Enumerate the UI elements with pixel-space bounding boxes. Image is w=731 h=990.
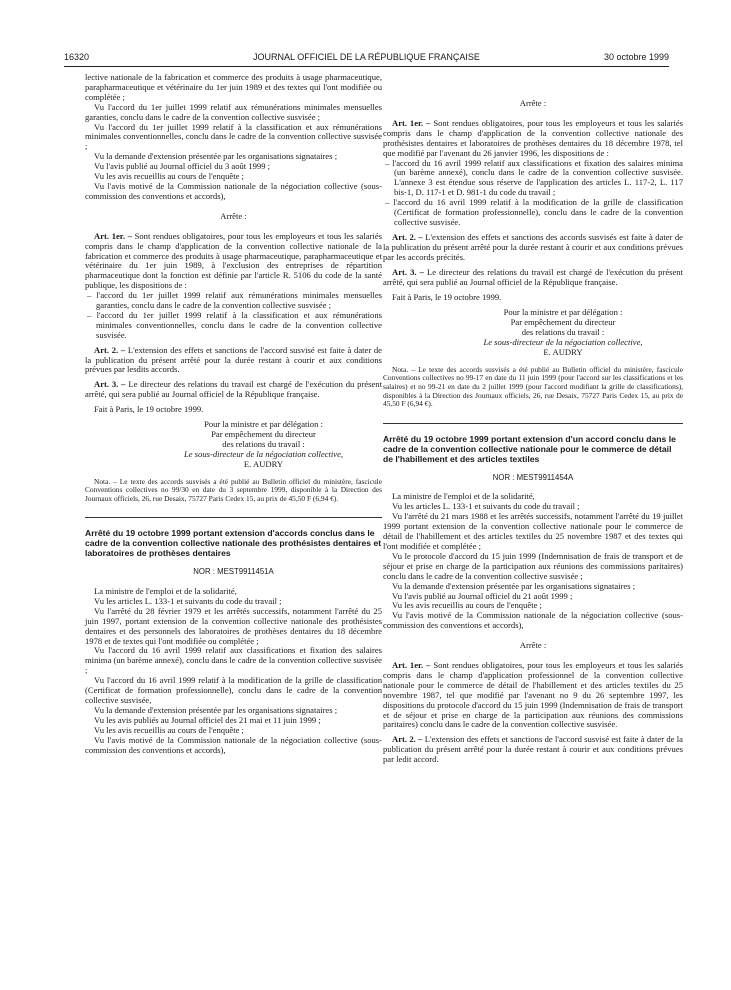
paragraph: Vu l'avis motivé de la Commission nationale de la négociation collective (sous-commission des conventions et accords), [85, 734, 382, 755]
list-item: – l'accord du 16 avril 1999 relatif aux classifications et fixation des salaires minima (un barème annexé), conclu dans le cadre de la convention collective susvisée. L'annexe 3 est étendue sous réserve de l'application des articles L. 117-2, L. 117 bis-1, D. 117-1 et D. 981-1 du code du travail ; [385, 157, 683, 198]
nor-reference: NOR : MEST9911454A [492, 472, 574, 482]
left-column [85, 73, 382, 755]
article-1: Art. 1er. – Sont rendues obligatoires, pour tous les employeurs et tous les salariés compris dans le champ d'application professionnel de la convention collective nationale pour le commerce de détail de l'habillement et des articles textiles du 25 novembre 1987, tel que modifié par l'avenant no 9 du 26 septembre 1997, les dispositions du protocole d'accord du 15 juin 1999 (Indemnisation de frais de transport et de séjour et prise en charge de la participation aux réunions des commissions paritaires) conclu dans le cadre de la convention collective susvisée. [383, 660, 683, 730]
signature-place-date: Fait à Paris, le 19 octobre 1999. [94, 404, 204, 415]
arrete-heading: Arrête : [519, 98, 547, 108]
article-2: Art. 2. – L'extension des effets et sanctions de l'accord susvisé est faite à dater de la publication du présent arrêté pour la durée restant à courir et aux conditions prévues par ledit accord. [383, 734, 684, 765]
paragraph: Vu la demande d'extension présentée par les organisations signataires ; [94, 151, 338, 162]
paragraph: Vu les avis recueillis au cours de l'enquête ; [94, 724, 244, 735]
list-item: – l'accord du 1er juillet 1999 relatif à la classification et aux rémunérations minimales conventionnelles, conclu dans le cadre de la convention collective susvisée. [87, 309, 382, 340]
nota: Nota. – Le texte des accords susvisés a été publié au Bulletin officiel du ministère, fascicule Conventions collectives no 99/30 en date du 3 septembre 1999, disponible à la Direction des Journaux officiels, 26, rue Desaix, 75727 Paris Cedex 15, au prix de 45,50 F (6,94 €). [85, 476, 382, 503]
list-item: – l'accord du 1er juillet 1999 relatif aux rémunérations minimales mensuelles garanties, conclu dans le cadre de la convention collective susvisée ; [87, 290, 382, 311]
paragraph: La ministre de l'emploi et de la solidarité, [94, 586, 237, 597]
article-label: Art. 2. – [392, 231, 423, 242]
paragraph: Vu les articles L. 133-1 et suivants du code du travail ; [392, 501, 580, 512]
signature-line: Pour la ministre et par délégation : [503, 307, 623, 318]
article-3: Art. 3. – Le directeur des relations du travail est chargé de l'exécution du présent arrêté, qui sera publié au Journal officiel de la République française. [383, 266, 683, 287]
paragraph: Vu les avis recueillis au cours de l'enquête ; [392, 600, 542, 611]
signature-line: des relations du travail : [222, 438, 305, 449]
paragraph: Vu l'accord du 16 avril 1999 relatif à la modification de la grille de classification (Certificat de formation professionnelle), conclu dans le cadre de la convention collective susvisée, [85, 675, 382, 705]
decree-title: Arrêté du 19 octobre 1999 portant extension d'un accord conclu dans le cadre de la convention collective nationale pour le commerce de détail de l'habillement et des articles textiles [383, 433, 676, 464]
article-label: Art. 1er. – [94, 230, 132, 241]
signature-title: Le sous-directeur de la négociation collective, [483, 337, 643, 348]
header-rule [64, 66, 669, 67]
paragraph: Vu l'accord du 16 avril 1999 relatif aux classifications et fixation des salaires minima (un barème annexé), conclu dans le cadre de la convention collective susvisée ; [85, 645, 382, 676]
page-number: 16320 [64, 52, 90, 62]
article-label: Art. 2. – [392, 734, 423, 745]
paragraph: Vu l'avis publié au Journal officiel du 3 août 1999 ; [94, 161, 271, 172]
article-3: Art. 3. – Le directeur des relations du travail est chargé de l'exécution du présent arrêté, qui sera publié au Journal officiel de la République française. [85, 379, 382, 400]
paragraph: Vu l'accord du 1er juillet 1999 relatif aux rémunérations minimales mensuelles garanties, conclu dans le cadre de la convention collective susvisée ; [85, 101, 382, 122]
signature-line: Par empêchement du directeur [510, 317, 616, 328]
article-label: Art. 1er. – [392, 117, 431, 128]
article-label: Art. 3. – [94, 379, 126, 390]
arrete-heading: Arrête : [220, 210, 247, 221]
paragraph: Vu les avis publiés au Journal officiel des 21 mai et 11 juin 1999 ; [94, 714, 321, 725]
signature-place-date: Fait à Paris, le 19 octobre 1999. [392, 292, 502, 303]
decree-title: Arrêté du 19 octobre 1999 portant extension d'accords conclus dans le cadre de la convention collective nationale des prothésistes dentaires et laboratoires de prothèses dentaires [85, 528, 382, 559]
article-label: Art. 1er. – [392, 660, 431, 671]
paragraph: La ministre de l'emploi et de la solidarité, [392, 491, 535, 502]
paragraph: Vu l'arrêté du 28 février 1979 et les arrêtés successifs, notamment l'arrêté du 25 juin 1997, portant extension de la convention collective nationale des prothésistes dentaires et des personnels des laboratoires de prothèses dentaires du 18 décembre 1978 et de textes qui l'ont modifiée ou complétée ; [85, 605, 382, 646]
article-1: Art. 1er. – Sont rendues obligatoires, pour tous les employeurs et tous les salariés compris dans le champ d'application de la convention collective nationale de la fabrication et commerce des produits à usage pharmaceutique, parapharmaceutique et vétérinaire du 1er juin 1989, à l'exclusion des entreprises de répartition pharmaceutique dont la fonction est définie par l'article R. 5106 du code de la santé publique, les dispositions de : [85, 230, 382, 291]
nor-reference: NOR : MEST9911451A [193, 567, 274, 577]
article-label: Art. 3. – [392, 266, 424, 277]
paragraph: Vu l'avis motivé de la Commission nationale de la négociation collective (sous-commission des conventions et accords), [85, 180, 382, 201]
paragraph: Vu le protocole d'accord du 15 juin 1999 (Indemnisation de frais de transport et de séjour et prise en charge de la participation aux réunions des commissions paritaires) conclu dans le cadre de la convention collective susvisée ; [383, 550, 683, 581]
signature-title: Le sous-directeur de la négociation collective, [183, 448, 344, 459]
list-item: – l'accord du 16 avril 1999 relatif à la modification de la grille de classification (Certificat de formation professionnelle), conclu dans le cadre de la convention collective susvisée. [385, 197, 683, 227]
paragraph: lective nationale de la fabrication et commerce des produits à usage pharmaceutique, parapharmaceutique et vétérinaire du 1er juin 1989 et des textes qui l'ont modifiée ou complétée ; [85, 72, 382, 102]
nota: Nota. – Le texte des accords susvisés a été publié au Bulletin officiel du ministère, fascicule Conventions collectives no 99-17 en date du 11 juin 1999 (pour l'accord sur les classifications et les salaires) et no 99-21 en date du 2 juillet 1999 (pour l'accord modifiant la grille de classifications), disponibles à la Direction des Journaux officiels, 26, rue Desaix, 75727 Paris Cedex 15, au prix de 45,50 F (6,94 €). [383, 364, 683, 409]
signatory-name: E. AUDRY [543, 346, 583, 357]
paragraph: Vu les avis recueillis au cours de l'enquête ; [94, 171, 244, 182]
article-2: Art. 2. – L'extension des effets et sanctions des accords susvisés est faite à dater de la publication du présent arrêté pour la durée restant à courir et aux conditions prévues par les accords précités. [383, 231, 683, 262]
paragraph: Vu l'accord du 1er juillet 1999 relatif à la classification et aux rémunérations minimales conventionnelles, conclu dans le cadre de la convention collective susvisée ; [85, 121, 382, 152]
article-1: Art. 1er. – Sont rendues obligatoires, pour tous les employeurs et tous les salariés compris dans le champ d'application de la convention collective nationale des prothésistes dentaires et laboratoires de prothèses dentaires du 18 décembre 1978, tel que modifié par l'avenant du 26 janvier 1996, les dispositions de : [383, 117, 683, 158]
paragraph: Vu l'avis publié au Journal officiel du 21 août 1999 ; [392, 590, 573, 601]
signature-line: Pour la ministre et par délégation : [204, 419, 323, 430]
signatory-name: E. AUDRY [243, 458, 284, 469]
paragraph: Vu l'avis motivé de la Commission nationale de la négociation collective (sous-commission des conventions et accords), [383, 610, 683, 631]
page-header [64, 52, 669, 66]
paragraph: Vu la demande d'extension présentée par les organisations signataires ; [392, 580, 636, 591]
right-column [383, 73, 683, 765]
arrete-heading: Arrête : [519, 640, 547, 651]
paragraph: Vu la demande d'extension présentée par les organisations signataires ; [94, 704, 338, 715]
paragraph: Vu l'arrêté du 21 mars 1988 et les arrêtés successifs, notamment l'arrêté du 19 juillet 1999 portant extension de la convention collective nationale pour le commerce de détail de l'habillement et des articles textiles du 25 novembre 1987 et des textes qui l'ont modifiée et complétée ; [383, 511, 683, 551]
issue-date: 30 octobre 1999 [603, 52, 669, 62]
signature-line: Par empêchement du directeur [211, 429, 316, 439]
paragraph: Vu les articles L. 133-1 et suivants du code du travail ; [94, 595, 282, 606]
article-2: Art. 2. – L'extension des effets et sanctions de l'accord susvisé est faite à dater de la publication du présent arrêté pour la durée restant à courir et aux conditions prévues par lesdits accords. [85, 344, 382, 375]
article-label: Art. 2. – [94, 344, 126, 355]
journal-title: JOURNAL OFFICIEL DE LA RÉPUBLIQUE FRANÇAISE [253, 52, 480, 62]
signature-line: des relations du travail : [521, 327, 605, 338]
